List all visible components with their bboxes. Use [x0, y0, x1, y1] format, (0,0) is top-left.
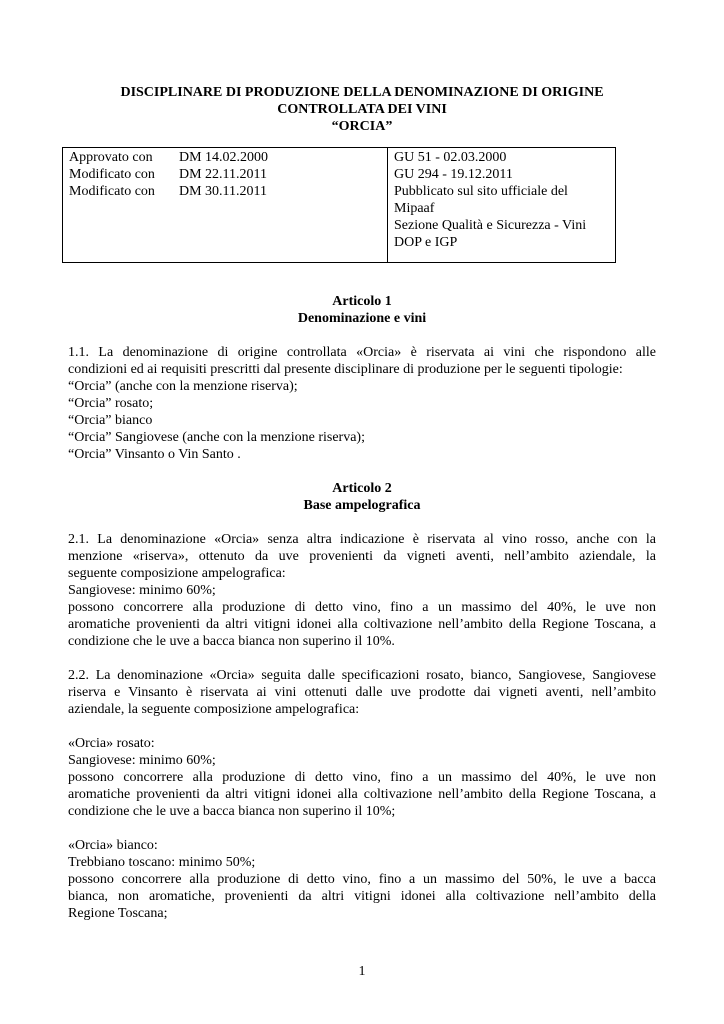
- text-line: Sangiovese: minimo 60%;: [68, 753, 216, 768]
- text-line: bianca, non aromatiche, provenienti da altri vitigni idonei alla coltivazione nell’ambito della: [68, 889, 656, 904]
- paragraph-2-1: [68, 531, 656, 650]
- wine-type-item: “Orcia” bianco: [68, 413, 153, 428]
- text-line: menzione «riserva», ottenuto da uve provenienti da vigneti aventi, nell’ambito aziendale, la: [68, 549, 656, 564]
- text-line: 2.2. La denominazione «Orcia» seguita dalle specificazioni rosato, bianco, Sangiovese, Sangiovese: [68, 668, 656, 683]
- text-line: Sangiovese: minimo 60%;: [68, 583, 216, 598]
- page-number: 1: [358, 964, 366, 979]
- paragraph-2-2: [68, 667, 656, 718]
- publication-line: GU 51 - 02.03.2000: [394, 150, 507, 165]
- publication-cell: [388, 148, 616, 263]
- text-line: aromatiche provenienti da altri vitigni idonei alla coltivazione nell’ambito della Regione Toscana, a: [68, 617, 656, 632]
- article-1-title: Denominazione e vini: [297, 311, 427, 326]
- title-line-3: “ORCIA”: [331, 119, 393, 134]
- wine-type-item: “Orcia” Vinsanto o Vin Santo .: [68, 447, 241, 462]
- decree-label: Approvato con: [69, 150, 153, 165]
- text-line: 1.1. La denominazione di origine controllata «Orcia» è riservata ai vini che rispondono alle: [68, 345, 656, 360]
- text-line: aziendale, la seguente composizione ampelografica:: [68, 702, 360, 717]
- title-line-2: CONTROLLATA DEI VINI: [277, 102, 447, 117]
- text-line: Regione Toscana;: [68, 906, 168, 921]
- publication-line: Mipaaf: [394, 201, 435, 216]
- decree-value: DM 22.11.2011: [179, 167, 268, 182]
- text-line: «Orcia» bianco:: [68, 838, 158, 853]
- publication-line: GU 294 - 19.12.2011: [394, 167, 513, 182]
- text-line: possono concorrere alla produzione di detto vino, fino a un massimo del 40%, le uve non: [68, 770, 656, 785]
- text-line: condizioni ed ai requisiti prescritti dal presente disciplinare di produzione per le seguenti tipologie:: [68, 362, 623, 377]
- text-line: condizione che le uve a bacca bianca non superino il 10%.: [68, 634, 395, 649]
- document-page: [68, 84, 656, 922]
- wine-type-item: “Orcia” Sangiovese (anche con la menzione riserva);: [68, 430, 365, 445]
- decree-row: [69, 183, 381, 200]
- rosato-section: [68, 735, 656, 820]
- wine-type-item: “Orcia” (anche con la menzione riserva);: [68, 379, 298, 394]
- approval-decrees-cell: [63, 148, 388, 263]
- article-2-title: Base ampelografica: [303, 498, 421, 513]
- text-line: condizione che le uve a bacca bianca non superino il 10%;: [68, 804, 396, 819]
- text-line: 2.1. La denominazione «Orcia» senza altra indicazione è riservata al vino rosso, anche con la: [68, 532, 656, 547]
- paragraph-1-1: [68, 344, 656, 463]
- text-line: Trebbiano toscano: minimo 50%;: [68, 855, 256, 870]
- document-title: [68, 84, 656, 135]
- text-line: riserva e Vinsanto è riservata ai vini ottenuti dalle uve prodotte dai vigneti aventi, nell’ambito: [68, 685, 656, 700]
- text-line: possono concorrere alla produzione di detto vino, fino a un massimo del 40%, le uve non: [68, 600, 656, 615]
- text-line: seguente composizione ampelografica:: [68, 566, 286, 581]
- decree-label: Modificato con: [69, 184, 155, 199]
- title-line-1: DISCIPLINARE DI PRODUZIONE DELLA DENOMINAZIONE DI ORIGINE: [120, 85, 604, 100]
- decree-value: DM 30.11.2011: [179, 184, 268, 199]
- publication-line: DOP e IGP: [394, 235, 458, 250]
- decree-value: DM 14.02.2000: [179, 150, 269, 165]
- article-1-number: Articolo 1: [332, 294, 392, 309]
- decree-row: [69, 166, 381, 183]
- publication-line: Pubblicato sul sito ufficiale del: [394, 184, 568, 199]
- wine-type-item: “Orcia” rosato;: [68, 396, 154, 411]
- decree-label: Modificato con: [69, 167, 155, 182]
- article-2-number: Articolo 2: [332, 481, 392, 496]
- text-line: «Orcia» rosato:: [68, 736, 155, 751]
- bianco-section: [68, 837, 656, 922]
- publication-line: Sezione Qualità e Sicurezza - Vini: [394, 218, 587, 233]
- text-line: possono concorrere alla produzione di detto vino, fino a un massimo del 50%, le uve a bacca: [68, 872, 656, 887]
- decree-row: [69, 149, 381, 166]
- approval-table: [62, 147, 616, 263]
- text-line: aromatiche provenienti da altri vitigni idonei alla coltivazione nell’ambito della Regione Toscana, a: [68, 787, 656, 802]
